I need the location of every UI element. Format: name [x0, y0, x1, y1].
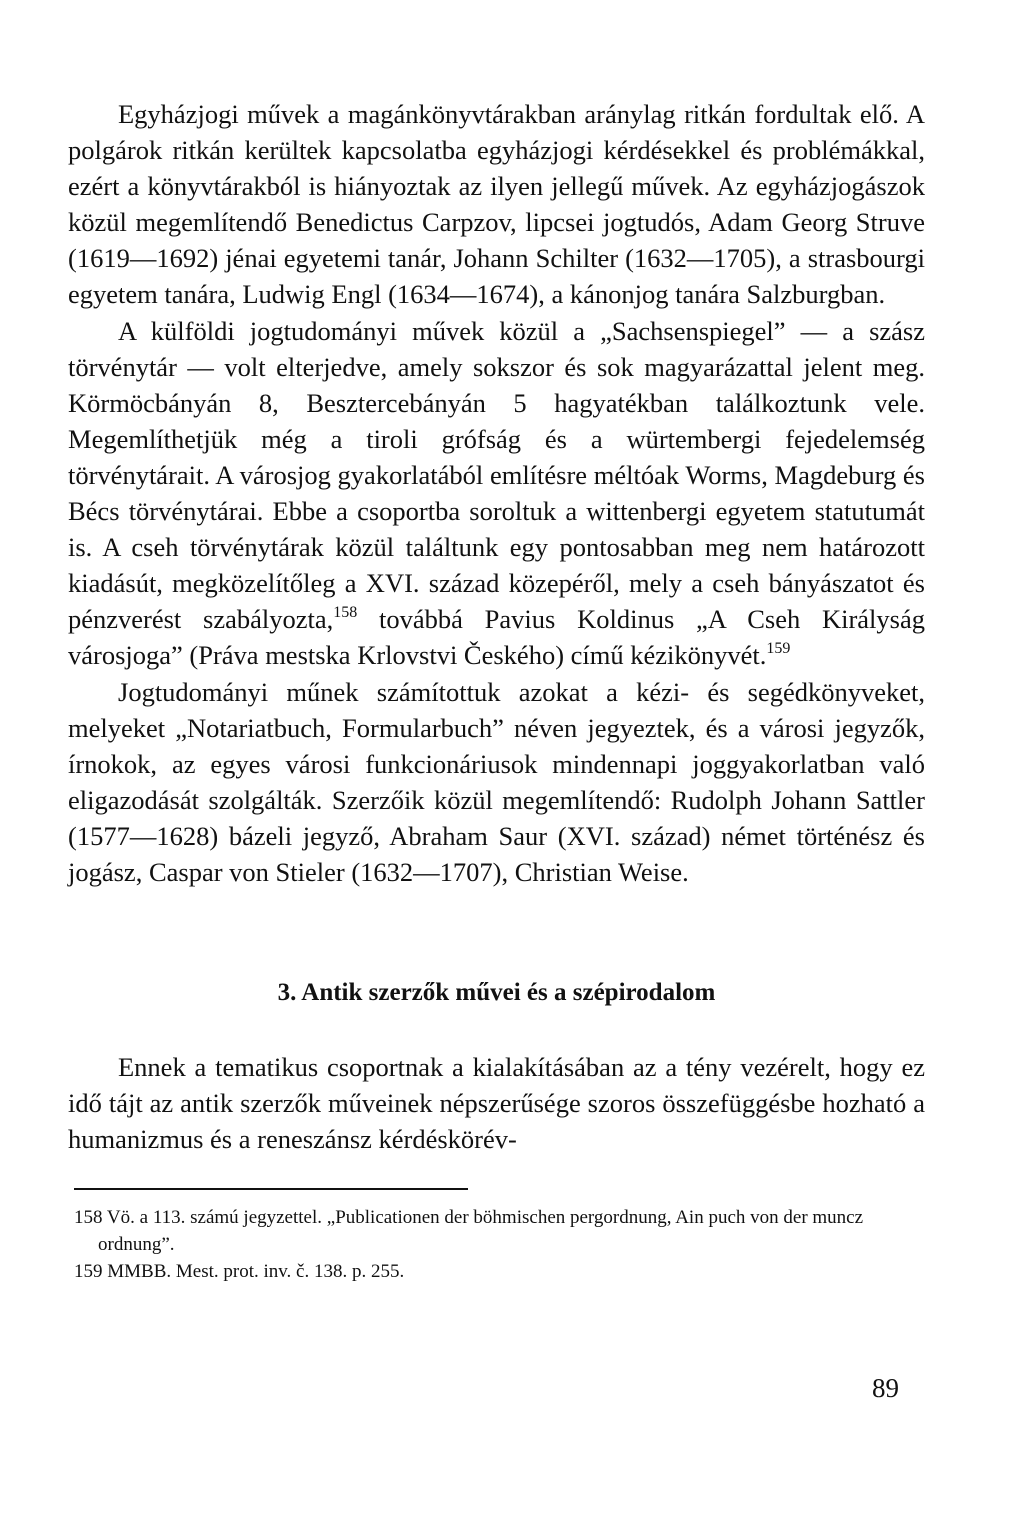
footnote-divider: [74, 1188, 468, 1190]
paragraph-foreign-law: [68, 313, 925, 674]
footnote-ref-159[interactable]: 159: [766, 640, 791, 658]
section-heading: 3. Antik szerzők művei és a szépirodalom: [277, 979, 716, 1007]
book-page: [68, 96, 925, 1285]
footnote-number: 159: [74, 1261, 103, 1283]
footnote-text: Vö. a 113. számú jegyzettel. „Publicationen der böhmischen pergordnung, Ain puch von der muncz ordnung”.: [98, 1207, 864, 1256]
paragraph-foreign-law-text-a: A külföldi jogtudományi művek közül a „Sachsenspiegel” — a szász törvénytár — volt elterjedve, amely sokszor és sok magyarázattal jelent meg. Körmöcbányán 8, Besztercebányán 5 hagyatékban találkoztunk vele. Megemlíthetjük még a tiroli grófság és a würtembergi fejedelemség törvénytárait. A városjog gyakorlatából említésre méltóak Worms, Magdeburg és Bécs törvénytárai. Ebbe a csoportba soroltuk a wittenbergi egyetem statutumát is. A cseh törvénytárak közül találtunk egy pontosabban meg nem határozott kiadásút, megközelítőleg a XVI. század közepéről, mely a cseh bányászatot és pénzverést szabályozta,: [68, 315, 925, 635]
footnote-text: MMBB. Mest. prot. inv. č. 138. p. 255.: [107, 1261, 405, 1283]
paragraph-ecclesiastical-law: Egyházjogi művek a magánkönyvtárakban aránylag ritkán fordultak elő. A polgárok ritkán kerültek kapcsolatba egyházjogi kérdésekkel és problémákkal, ezért a könyvtárakból is hiányoztak az ilyen jellegű művek. Az egyházjogászok közül megemlítendő Benedictus Carpzov, lipcsei jogtudós, Adam Georg Struve (1619—1692) jénai egyetemi tanár, Johann Schilter (1632—1705), a strasbourgi egyetem tanára, Ludwig Engl (1634—1674), a kánonjog tanára Salzburgban.: [68, 99, 925, 310]
footnote-158: [74, 1204, 925, 1258]
page-number: 89: [872, 1373, 899, 1403]
footnote-159: [74, 1258, 925, 1285]
footnotes: [68, 1204, 925, 1285]
paragraph-foreign-law-text-b: továbbá Pavius Koldinus „A Cseh Királyság városjoga” (Práva mestska Krlovstvi Českého) című kézikönyvét.: [68, 604, 925, 671]
paragraph-antique-authors: Ennek a tematikus csoportnak a kialakításában az a tény vezérelt, hogy ez idő tájt az antik szerzők műveinek népszerűsége szoros összefüggésbe hozható a humanizmus és a reneszánsz kérdéskörév-: [68, 1052, 925, 1155]
footnote-number: 158: [74, 1207, 103, 1229]
footnote-ref-158[interactable]: 158: [333, 604, 358, 622]
paragraph-legal-handbooks: Jogtudományi műnek számítottuk azokat a kézi- és segédkönyveket, melyeket „Notariatbuch, Formularbuch” néven jegyeztek, és a városi jegyzők, írnokok, az egyes városi funkcionáriusok mindennapi joggyakorlatban való eligazodását szolgálták. Szerzőik közül megemlítendő: Rudolph Johann Sattler (1577—1628) bázeli jegyző, Abraham Saur (XVI. század) német történész és jogász, Caspar von Stieler (1632—1707), Christian Weise.: [68, 676, 925, 887]
